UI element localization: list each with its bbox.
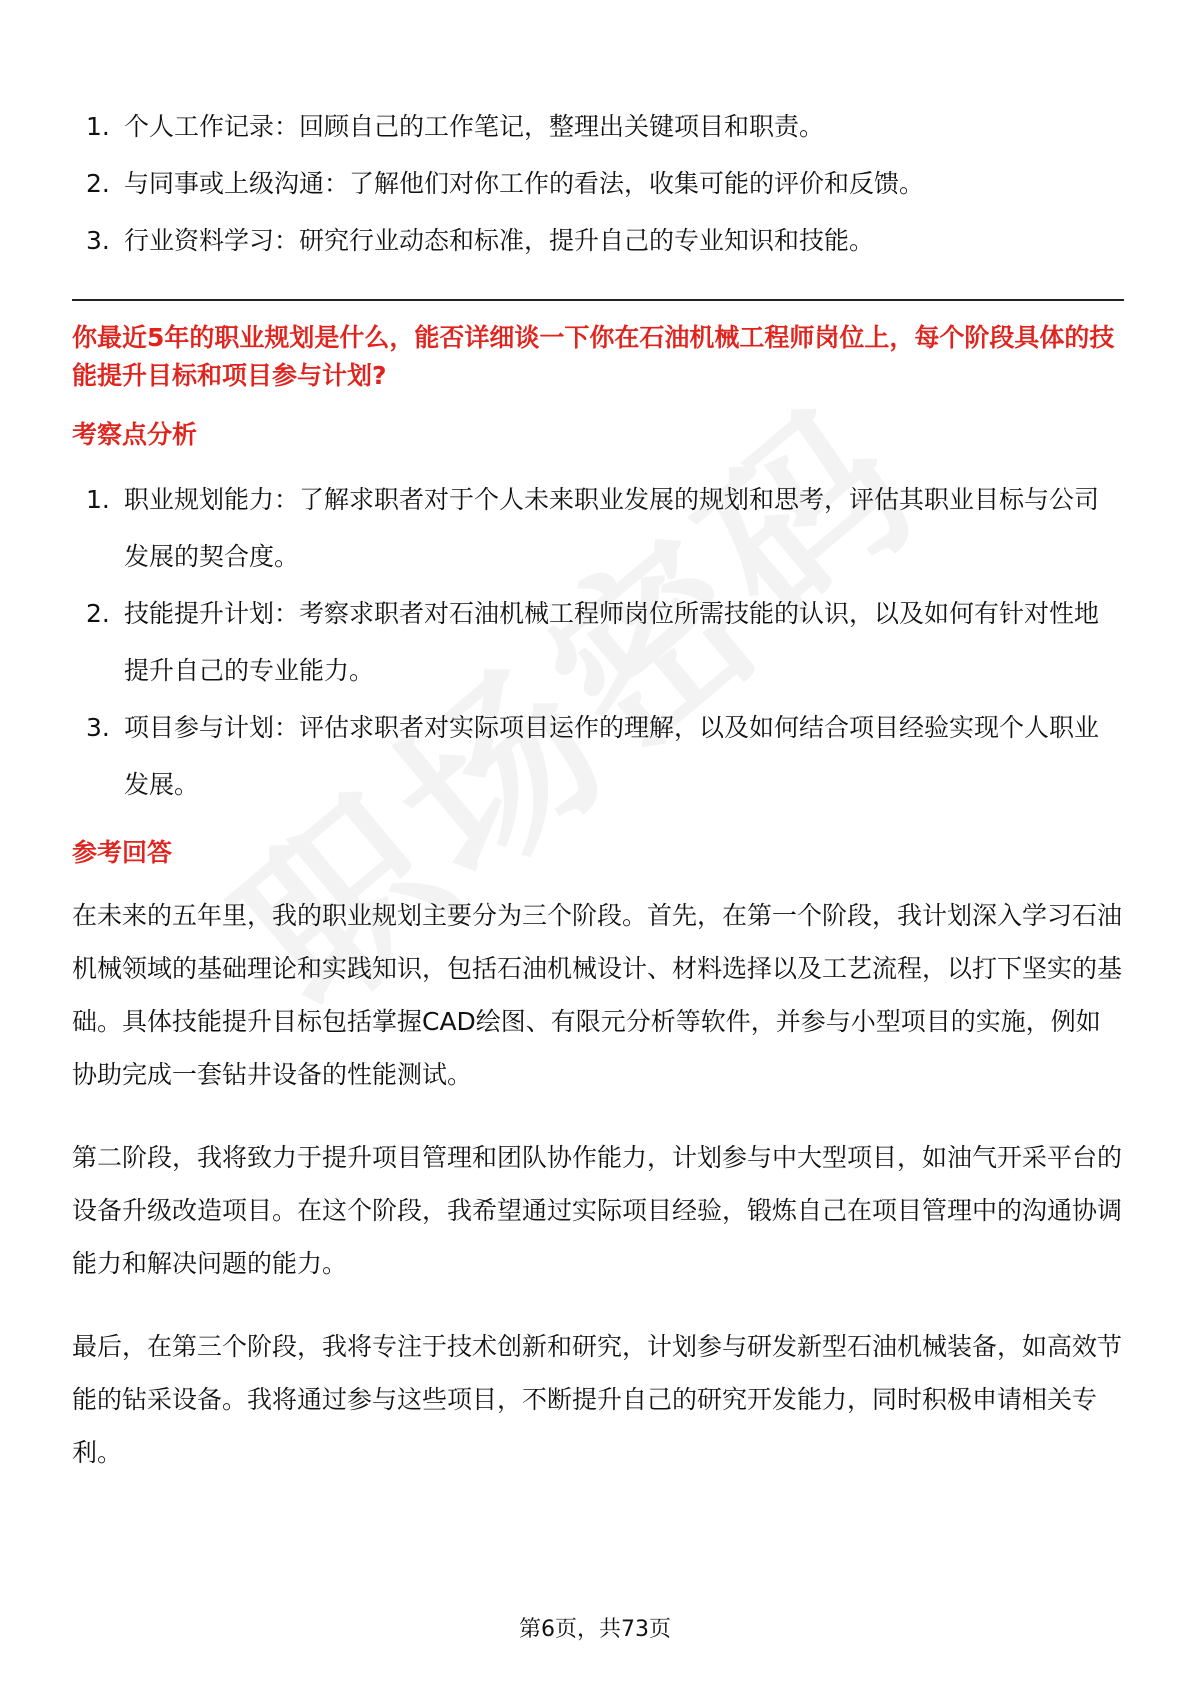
list-item bbox=[72, 699, 1122, 813]
section-divider bbox=[72, 299, 1124, 301]
list-item-number: 1. bbox=[86, 112, 110, 141]
list-item bbox=[72, 155, 1122, 212]
page-content bbox=[72, 98, 1122, 1479]
list-item-text: 行业资料学习：研究行业动态和标准，提升自己的专业知识和技能。 bbox=[124, 226, 875, 255]
list-item bbox=[72, 471, 1122, 585]
list-item-text: 个人工作记录：回顾自己的工作笔记，整理出关键项目和职责。 bbox=[124, 112, 825, 141]
list-item bbox=[72, 212, 1122, 269]
top-list bbox=[72, 98, 1122, 269]
answer-paragraph: 第二阶段，我将致力于提升项目管理和团队协作能力，计划参与中大型项目，如油气开采平台的设备升级改造项目。在这个阶段，我希望通过实际项目经验，锻炼自己在项目管理中的沟通协调能力和解决问题的能力。 bbox=[72, 1143, 1123, 1278]
interview-question: 你最近5年的职业规划是什么，能否详细谈一下你在石油机械工程师岗位上，每个阶段具体的技能提升目标和项目参与计划? bbox=[72, 323, 1115, 390]
answer-paragraph: 最后，在第三个阶段，我将专注于技术创新和研究，计划参与研发新型石油机械装备，如高效节能的钻采设备。我将通过参与这些项目，不断提升自己的研究开发能力，同时积极申请相关专利。 bbox=[72, 1332, 1123, 1467]
analysis-list bbox=[72, 471, 1122, 813]
list-item-text: 职业规划能力：了解求职者对于个人未来职业发展的规划和思考，评估其职业目标与公司发展的契合度。 bbox=[124, 485, 1100, 571]
list-item-text: 项目参与计划：评估求职者对实际项目运作的理解，以及如何结合项目经验实现个人职业发展。 bbox=[124, 713, 1100, 799]
list-item-text: 技能提升计划：考察求职者对石油机械工程师岗位所需技能的认识，以及如何有针对性地提升自己的专业能力。 bbox=[124, 599, 1100, 685]
list-item-number: 3. bbox=[86, 226, 110, 255]
analysis-heading: 考察点分析 bbox=[72, 420, 198, 449]
list-item bbox=[72, 98, 1122, 155]
list-item-number: 1. bbox=[86, 485, 110, 514]
list-item-number: 2. bbox=[86, 599, 110, 628]
list-item-number: 3. bbox=[86, 713, 110, 742]
list-item-text: 与同事或上级沟通：了解他们对你工作的看法，收集可能的评价和反馈。 bbox=[124, 169, 925, 198]
page-footer: 第6页，共73页 bbox=[519, 1617, 671, 1642]
answer-paragraph: 在未来的五年里，我的职业规划主要分为三个阶段。首先，在第一个阶段，我计划深入学习石油机械领域的基础理论和实践知识，包括石油机械设计、材料选择以及工艺流程，以打下坚实的基础。具体技能提升目标包括掌握CAD绘图、有限元分析等软件，并参与小型项目的实施，例如协助完成一套钻井设备的性能测试。 bbox=[72, 901, 1123, 1089]
answer-heading: 参考回答 bbox=[72, 838, 173, 867]
list-item bbox=[72, 585, 1122, 699]
list-item-number: 2. bbox=[86, 169, 110, 198]
